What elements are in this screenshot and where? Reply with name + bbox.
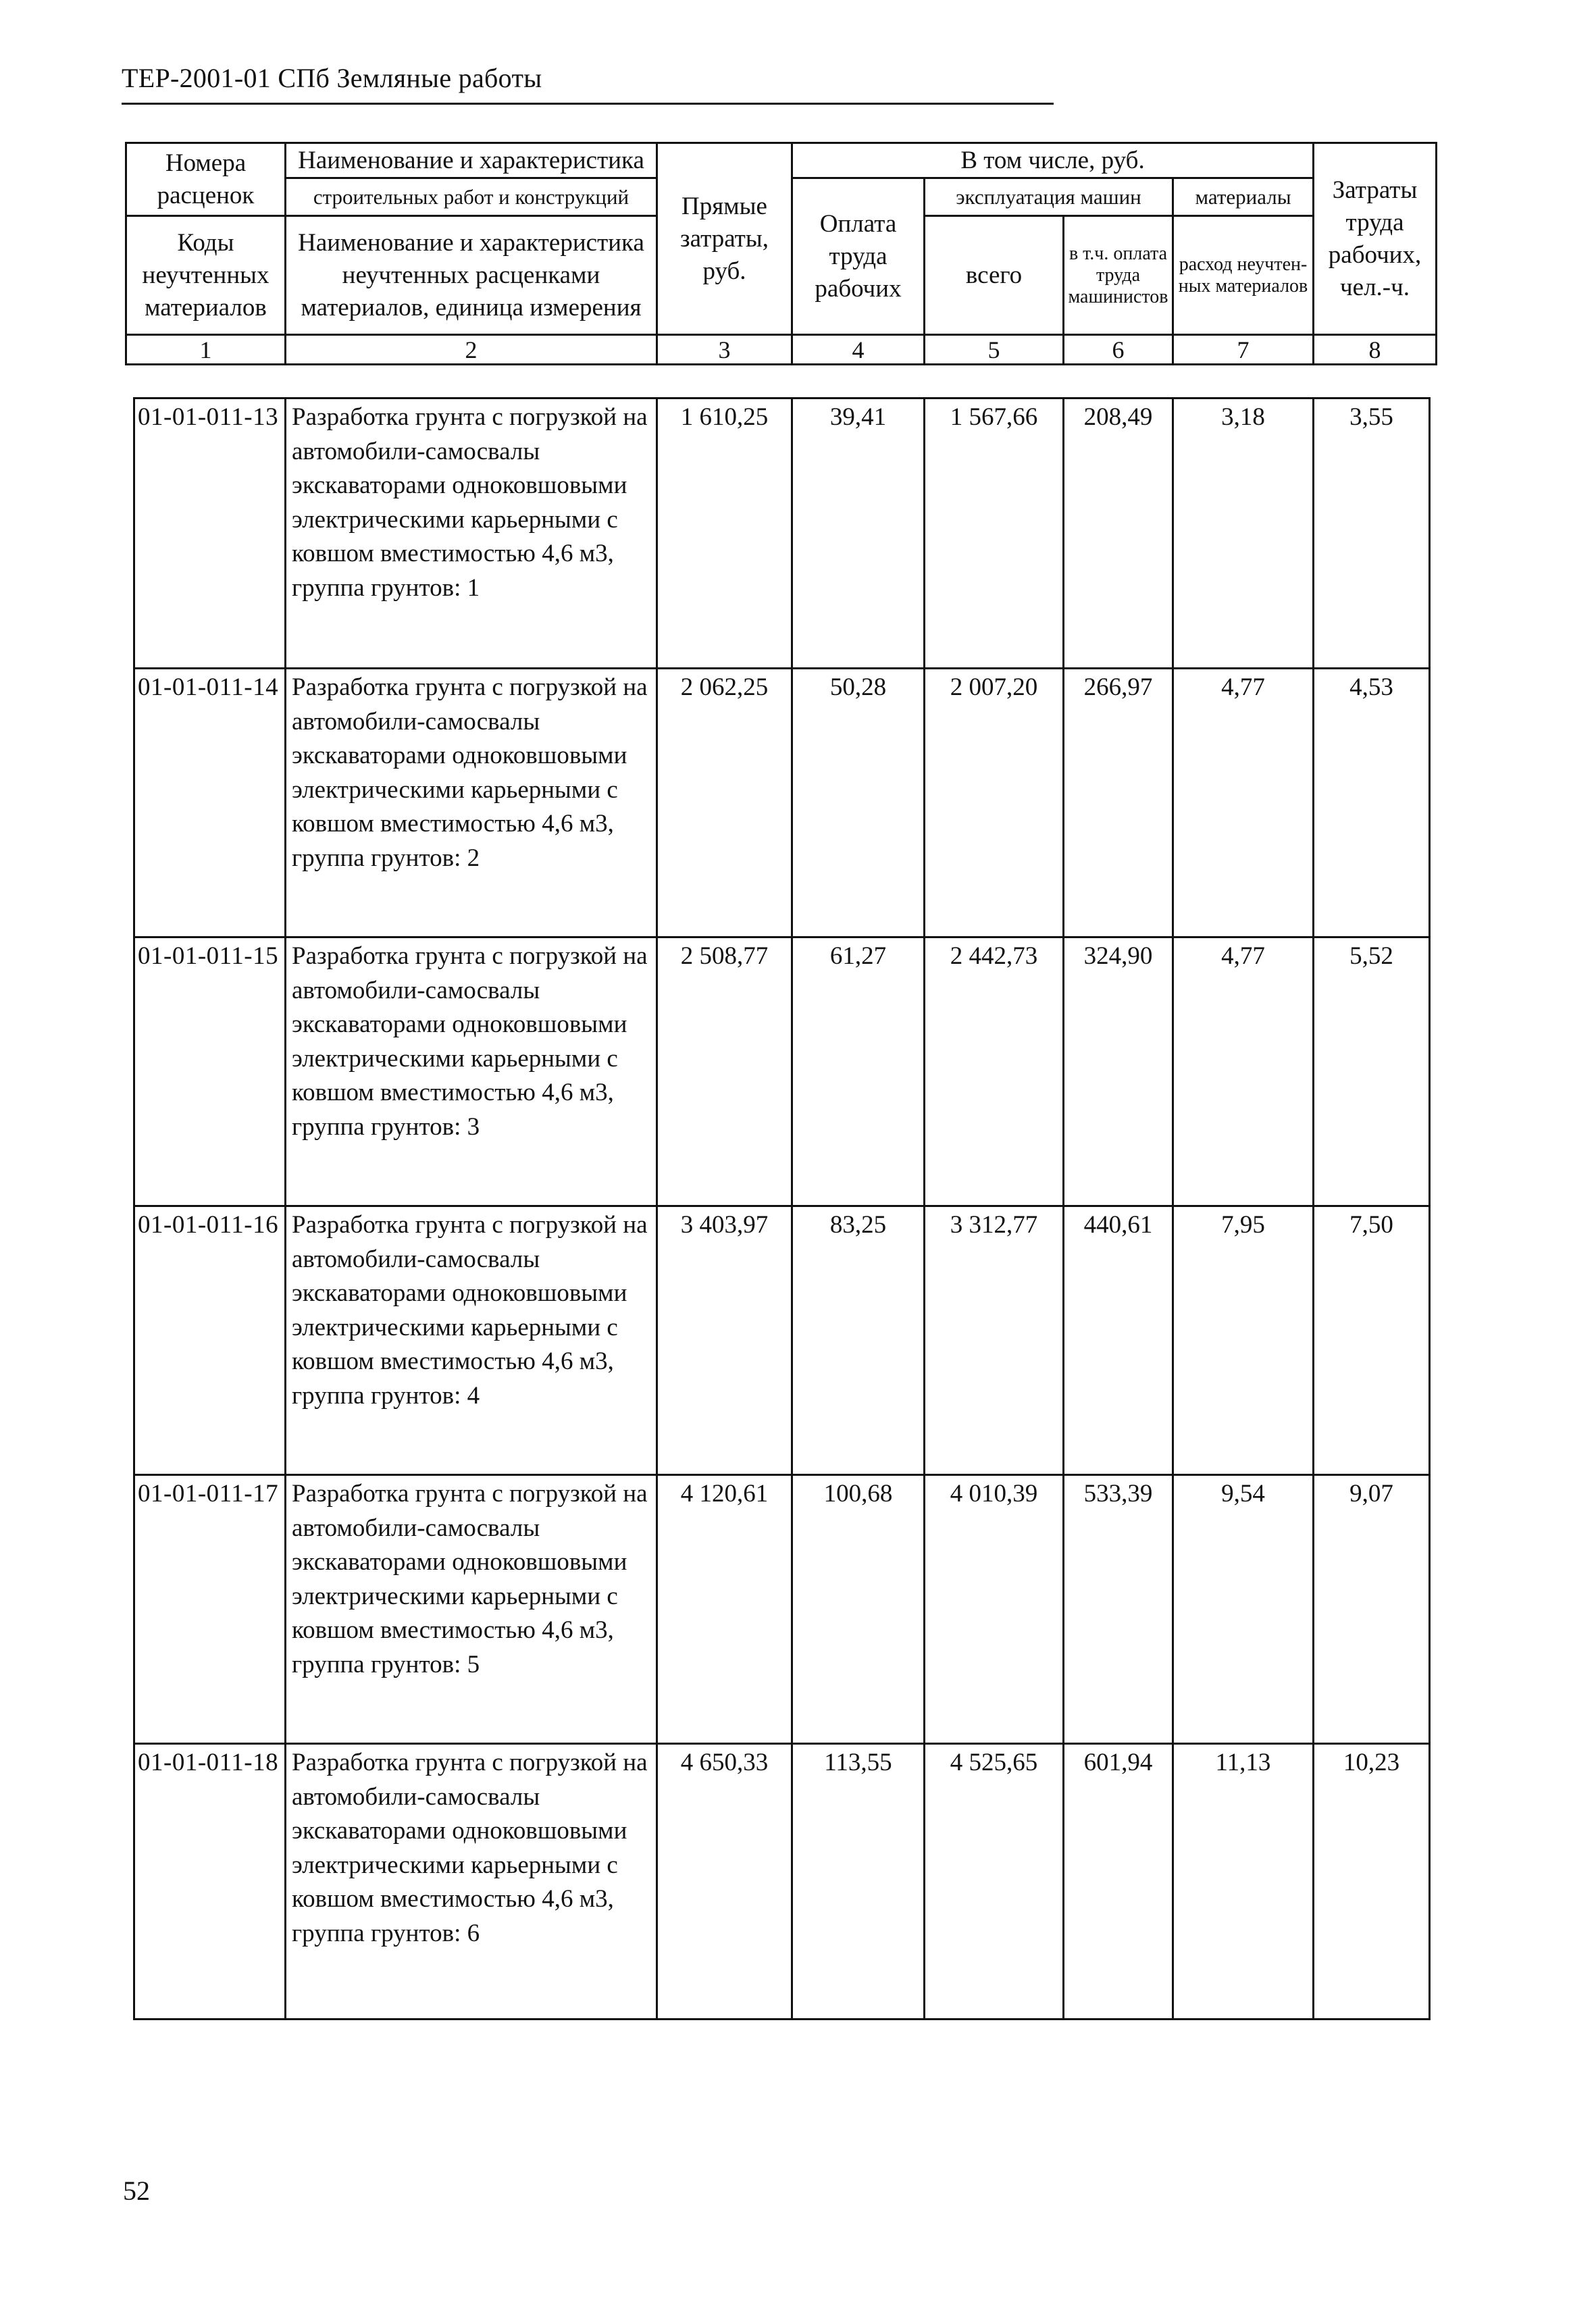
header-rule [122, 103, 1054, 105]
materials-value: 11,13 [1173, 1744, 1314, 2020]
rate-description: Разработка грунта с погрузкой на автомобили-самосвалы экскаваторами одноковшовыми электрическими карьерными с ковшом вместимостью 4,6 м3, группа грунтов: 3 [286, 937, 657, 1206]
header-machinists-wages: в т.ч. оплата труда машинистов [1064, 216, 1173, 335]
wages-value: 100,68 [792, 1475, 925, 1744]
machines-value: 2 007,20 [925, 669, 1064, 937]
rates-table [133, 397, 1431, 2020]
labor-value: 9,07 [1314, 1475, 1430, 1744]
header-machines-total: всего [925, 216, 1064, 335]
header-labor: Затраты труда рабочих, чел.-ч. [1314, 143, 1437, 335]
page-number: 52 [123, 2176, 150, 2206]
table-row [134, 1744, 1430, 2020]
col-number: 8 [1314, 335, 1437, 365]
col-number: 4 [792, 335, 925, 365]
machinists-value: 324,90 [1064, 937, 1173, 1206]
header-name-top-line1: Наименование и характеристика [286, 143, 657, 178]
machinists-value: 266,97 [1064, 669, 1173, 937]
machines-value: 4 010,39 [925, 1475, 1064, 1744]
labor-value: 4,53 [1314, 669, 1430, 937]
rate-description: Разработка грунта с погрузкой на автомобили-самосвалы экскаваторами одноковшовыми электрическими карьерными с ковшом вместимостью 4,6 м3, группа грунтов: 1 [286, 398, 657, 669]
machinists-value: 601,94 [1064, 1744, 1173, 2020]
col-number: 3 [657, 335, 792, 365]
wages-value: 83,25 [792, 1206, 925, 1475]
direct-costs-value: 4 650,33 [657, 1744, 792, 2020]
table-row [134, 1206, 1430, 1475]
machines-value: 4 525,65 [925, 1744, 1064, 2020]
materials-value: 3,18 [1173, 398, 1314, 669]
header-including: В том числе, руб. [792, 143, 1314, 178]
wages-value: 113,55 [792, 1744, 925, 2020]
header-name-bottom: Наименование и характеристика неучтенных расценками материалов, единица измерения [286, 216, 657, 335]
direct-costs-value: 2 062,25 [657, 669, 792, 937]
labor-value: 5,52 [1314, 937, 1430, 1206]
labor-value: 7,50 [1314, 1206, 1430, 1475]
wages-value: 61,27 [792, 937, 925, 1206]
labor-value: 3,55 [1314, 398, 1430, 669]
header-machines: эксплуатация машин [925, 178, 1173, 216]
header-direct-costs: Прямые затраты, руб. [657, 143, 792, 335]
direct-costs-value: 1 610,25 [657, 398, 792, 669]
wages-value: 50,28 [792, 669, 925, 937]
machines-value: 3 312,77 [925, 1206, 1064, 1475]
direct-costs-value: 4 120,61 [657, 1475, 792, 1744]
rate-code: 01-01-011-18 [134, 1744, 286, 2020]
col-number: 1 [126, 335, 286, 365]
materials-value: 4,77 [1173, 669, 1314, 937]
table-row [134, 669, 1430, 937]
direct-costs-value: 2 508,77 [657, 937, 792, 1206]
table-row [134, 937, 1430, 1206]
materials-value: 7,95 [1173, 1206, 1314, 1475]
header-codes-top: Номера расценок [126, 143, 286, 216]
direct-costs-value: 3 403,97 [657, 1206, 792, 1475]
rate-code: 01-01-011-15 [134, 937, 286, 1206]
machines-value: 2 442,73 [925, 937, 1064, 1206]
table-row [134, 398, 1430, 669]
labor-value: 10,23 [1314, 1744, 1430, 2020]
machinists-value: 440,61 [1064, 1206, 1173, 1475]
col-number: 7 [1173, 335, 1314, 365]
rate-code: 01-01-011-14 [134, 669, 286, 937]
col-number: 5 [925, 335, 1064, 365]
running-head: ТЕР-2001-01 СПб Земляные работы [122, 63, 542, 93]
table-row [134, 1475, 1430, 1744]
rate-code: 01-01-011-17 [134, 1475, 286, 1744]
machinists-value: 533,39 [1064, 1475, 1173, 1744]
wages-value: 39,41 [792, 398, 925, 669]
header-codes-bottom: Коды неучтенных материалов [126, 216, 286, 335]
header-name-top-line2: строительных работ и конструкций [286, 178, 657, 216]
column-header-table [125, 142, 1437, 365]
header-wages: Оплата труда рабочих [792, 178, 925, 335]
rate-description: Разработка грунта с погрузкой на автомобили-самосвалы экскаваторами одноковшовыми электрическими карьерными с ковшом вместимостью 4,6 м3, группа грунтов: 6 [286, 1744, 657, 2020]
rate-description: Разработка грунта с погрузкой на автомобили-самосвалы экскаваторами одноковшовыми электрическими карьерными с ковшом вместимостью 4,6 м3, группа грунтов: 4 [286, 1206, 657, 1475]
rate-code: 01-01-011-13 [134, 398, 286, 669]
machinists-value: 208,49 [1064, 398, 1173, 669]
col-number: 6 [1064, 335, 1173, 365]
header-materials-unaccounted: расход неучтен-ных материалов [1173, 216, 1314, 335]
header-materials: материалы [1173, 178, 1314, 216]
col-number: 2 [286, 335, 657, 365]
materials-value: 4,77 [1173, 937, 1314, 1206]
rate-description: Разработка грунта с погрузкой на автомобили-самосвалы экскаваторами одноковшовыми электрическими карьерными с ковшом вместимостью 4,6 м3, группа грунтов: 2 [286, 669, 657, 937]
rate-description: Разработка грунта с погрузкой на автомобили-самосвалы экскаваторами одноковшовыми электрическими карьерными с ковшом вместимостью 4,6 м3, группа грунтов: 5 [286, 1475, 657, 1744]
rate-code: 01-01-011-16 [134, 1206, 286, 1475]
materials-value: 9,54 [1173, 1475, 1314, 1744]
machines-value: 1 567,66 [925, 398, 1064, 669]
